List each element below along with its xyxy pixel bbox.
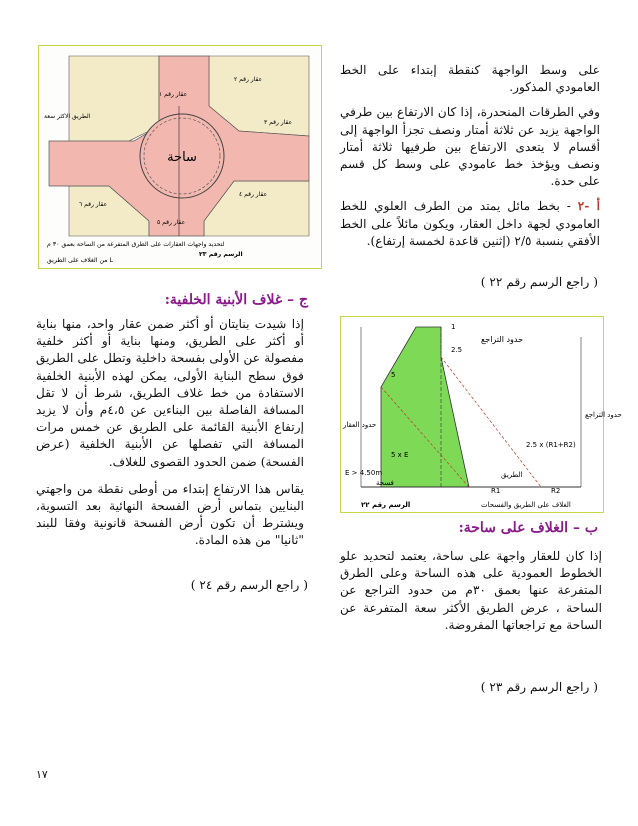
- setback-limit-label: حدود التراجع: [585, 411, 622, 419]
- section-c-body: [36, 316, 304, 550]
- section-b-heading: ب – الغلاف على ساحة:: [458, 520, 598, 536]
- ref-23: ( راجع الرسم رقم ٢٣ ): [480, 680, 598, 694]
- section-b-para-1: إذا كان للعقار واجهة على ساحة، يعتمد لتحديد علو الخطوط العمودية على هذه الساحة وعلى الطرق المتفرعة عنها بعمق ٣٠م من حدود التراجع عن الساحة ، عرض الطريق الأكثر سعة المتفرعة عن الساحة مع تراجعاتها المفروضة.: [340, 549, 602, 632]
- widest-road-label: الطريق الاكثر سعة: [44, 113, 91, 120]
- setback-label: حدود التراجع: [481, 335, 524, 344]
- para-2: وفي الطرقات المنحدرة، إذا كان الارتفاع بين طرفي الواجهة يزيد عن ثلاثة أمتار ونصف تجزأ الواجهة إلى أقسام لا يتعدى الارتفاع بين طرفيها ثلاثة أمتار ونصف ويؤخذ خط عامودي على وسط كل قسم على حدة.: [340, 105, 600, 189]
- height-5: 5: [391, 371, 396, 379]
- height-2-5: 2.5: [451, 346, 463, 354]
- lot-1-label: عقار رقم ١: [159, 91, 188, 98]
- section-c-heading: ج – غلاف الأبنية الخلفية:: [164, 292, 308, 308]
- section-b-body: [340, 548, 602, 634]
- section-c-para-1: إذا شيدت بنايتان أو أكثر ضمن عقار واحد، منها بناية أو أكثر على الطريق، ومنها بناية أو أكثر خلفية مفصولة عن الأولى بفسحة داخلية وتطل على الطريق فوق سطح البناية الأولى، يمكن لهذه الأبنية الخلفية الاستفادة من خط غلاف الطريق، شرط أن لا تقل المسافة الفاصلة بين البناءين عن ٤،٥م وأن لا يزيد إرتفاع الأبنية القائمة على الطريق عن خمس مرات المسافة التي تفصلها عن الأبنية الخلفية (عرض الفسحة) ضمن الحدود القصوى للغلاف.: [36, 317, 305, 469]
- lot-3-label: عقار رقم ٣: [264, 119, 293, 126]
- figure-23-drawing: [39, 46, 321, 268]
- clause-label: أ -٢: [577, 199, 601, 214]
- ref-24: ( راجع الرسم رقم ٢٤ ): [190, 578, 308, 592]
- ref-22: ( راجع الرسم رقم ٢٢ ): [480, 275, 598, 289]
- height-5xE: 5 x E: [391, 451, 409, 459]
- ratio-one: 1: [451, 323, 456, 331]
- para-3: [340, 198, 600, 250]
- section-c-para-2: يقاس هذا الارتفاع إبتداء من أوطى نقطة من واجهتي البنايين بتماس أرض الفسحة النهائية بعد التسوية، ويشترط أن تكون أرض الفسحة قانونية وفقا للبند "ثانيا" من هذه المادة.: [36, 481, 304, 548]
- road-label: الطريق: [501, 471, 523, 479]
- figure-23: [38, 45, 322, 269]
- r2-label: R2: [551, 487, 561, 495]
- figure-22-drawing: [341, 317, 622, 512]
- page-number: ١٧: [36, 768, 48, 781]
- figure-22-caption-2: الرسم رقم ٢٢: [361, 501, 411, 509]
- r1-label: R1: [491, 487, 501, 495]
- lot-4-label: عقار رقم ٤: [239, 191, 268, 198]
- plaza-label: ساحة: [167, 150, 197, 165]
- lot-limit-label: حدود العقار: [343, 421, 377, 429]
- clause-text: - بخط مائل يمتد من الطرف العلوي للخط العامودي لجهة داخل العقار، ويكون مائلاً على الخط الأفقي بنسبة ٢/٥ (إثنين قاعدة لخمسة إرتفاع).: [340, 199, 600, 248]
- fashah-label: فسحة: [376, 479, 394, 487]
- lot-2-label: عقار رقم ٢: [234, 76, 263, 83]
- figure-22-caption-1: الغلاف على الطريق والفسحات: [481, 501, 571, 509]
- e-dimension: E > 4.50m: [345, 469, 383, 477]
- figure-23-caption-2: الرسم رقم ٢٣: [199, 251, 243, 258]
- figure-23-caption-3: من الغلاف على الطريق L: [47, 257, 113, 264]
- figure-22: [340, 316, 622, 513]
- lot-5-label: عقار رقم ٥: [157, 219, 186, 226]
- lot-6-label: عقار رقم ٦: [79, 201, 108, 208]
- para-1: على وسط الواجهة كنقطة إبتداء على الخط العامودي المذكور.: [340, 63, 600, 95]
- figure-23-caption-1: لتحديد واجهات العقارات على الطرق المتفرعة من الساحة بعمق ٣٠ م: [47, 241, 225, 248]
- right-column-top: [340, 62, 600, 250]
- height-2-5xR: 2.5 x (R1+R2): [526, 441, 576, 449]
